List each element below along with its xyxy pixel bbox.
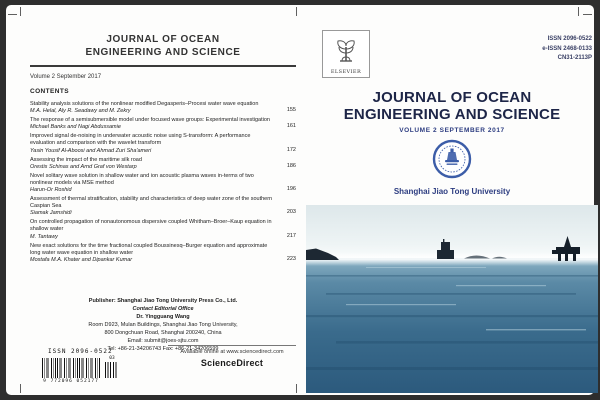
university-name: Shanghai Jiao Tong University (393, 187, 511, 196)
article-page-number: 155 (286, 107, 296, 114)
ocean-scene (306, 205, 598, 393)
crop-mark (20, 384, 21, 393)
barcode-addon-digits: 03 (109, 356, 115, 361)
contents-entry (30, 157, 296, 170)
article-page-number: 161 (286, 123, 296, 130)
contents-entry (30, 243, 296, 263)
journal-cover-spread (6, 5, 594, 395)
issn-electronic: e-ISSN 2468-0133 (542, 45, 592, 52)
contents-entry (30, 133, 296, 153)
article-page-number: 203 (286, 209, 296, 216)
contents-entry-text (30, 243, 287, 263)
article-page-number: 196 (286, 185, 296, 192)
article-title: Improved signal de-noising in underwater acoustic noise using S-transform: A performance evaluation and comparison with the wavelet transform (30, 133, 251, 147)
article-title: Stability analysis solutions of the nonlinear modified Degasperis–Procesi water wave equation (30, 101, 259, 107)
article-title: The response of a semisubmersible model under focused wave groups: Experimental investigation (30, 117, 270, 124)
address-line2: 800 Dongchuan Road, Shanghai 200240, China (104, 329, 222, 336)
contents-entry-text (30, 133, 287, 153)
article-title: New exact solutions for the time fractional coupled Boussinesq–Burger equation and approximate long water wave equation in shallow water (30, 242, 268, 256)
article-title: Assessing the impact of the maritime silk road (30, 156, 142, 163)
telfax-line: Tel: +86-21-34206743 Fax: +86-21-34206599 (107, 345, 219, 352)
title-divider-rule (30, 65, 296, 67)
contents-entry-text (30, 157, 287, 170)
sciencedirect-logo: ScienceDirect (200, 358, 264, 368)
article-authors: Orestis Schinas and Arnd Graf von Westarp (30, 163, 137, 170)
crop-mark (296, 384, 297, 393)
contents-entry (30, 219, 296, 239)
contents-entry (30, 101, 296, 114)
crop-mark (583, 14, 592, 15)
journal-title-line2: ENGINEERING AND SCIENCE (343, 106, 561, 124)
contents-list (30, 101, 296, 263)
issn-print: ISSN 2096-0522 (547, 36, 592, 42)
contents-entry-text (30, 219, 287, 239)
elsevier-tree-icon (329, 37, 363, 69)
crop-mark (8, 14, 17, 15)
article-page-number: 217 (286, 232, 296, 239)
sjtu-seal-icon (432, 139, 472, 184)
crop-mark (20, 7, 21, 16)
article-authors: Siamak Jamshidi (30, 210, 72, 217)
journal-title-back (30, 33, 296, 59)
sciencedirect-rule (168, 345, 296, 346)
contents-entry (30, 173, 296, 193)
article-title: On controlled propagation of nonautonomous dispersive coupled Whitham–Broer–Kaup equation in shallow water (30, 219, 272, 233)
contents-heading: CONTENTS (30, 88, 69, 95)
available-online-text: Available online at www.sciencedirect.com (180, 349, 284, 355)
journal-title-front (306, 89, 598, 124)
volume-date-line: Volume 2 September 2017 (30, 74, 102, 80)
crop-mark (578, 7, 579, 16)
article-authors: M.A. Helal, Aly R. Seadawy and M. Zekry (30, 108, 131, 115)
issn-barcode (42, 356, 134, 386)
email-line: Email: submit@joes-sjtu.com (127, 337, 199, 344)
barcode-addon-bars (105, 362, 117, 378)
contents-entry-text (30, 117, 287, 130)
elsevier-logo (322, 30, 370, 78)
ocean-photo (306, 205, 598, 393)
article-title: Assessment of thermal stratification, stability and characteristics of deep water zone of the southern Caspian Sea (30, 195, 273, 210)
journal-title-line1: JOURNAL OF OCEAN (372, 89, 532, 106)
barcode-addon (105, 356, 119, 378)
publisher-line: Publisher: Shanghai Jiao Tong University Press Co., Ltd. (88, 298, 238, 304)
article-authors: Harun-Or Roshid (30, 186, 72, 193)
contents-entry-text (30, 196, 287, 216)
contents-entry-text (30, 173, 287, 193)
issn-label: ISSN 2096-0522 (48, 348, 113, 355)
journal-title-line2: ENGINEERING AND SCIENCE (85, 47, 241, 58)
barcode-digits: 9 772096 052177 (43, 379, 99, 384)
cn-number: CN31-2113P (557, 55, 592, 62)
article-authors: Michael Banks and Nagi Abdussamie (30, 124, 121, 131)
contact-office-line: Contact Editorial Office (132, 305, 194, 312)
issn-block (542, 35, 592, 64)
back-cover-page (30, 19, 296, 395)
article-authors: M. Tantawy (30, 233, 58, 240)
contact-name-line: Dr. Yingguang Wang (136, 313, 190, 320)
crop-mark (296, 7, 297, 16)
journal-title-line1: JOURNAL OF OCEAN (106, 34, 220, 45)
article-page-number: 186 (286, 162, 296, 169)
article-page-number: 172 (286, 146, 296, 153)
sciencedirect-block (168, 345, 296, 368)
article-page-number: 223 (286, 255, 296, 262)
volume-date-line: VOLUME 2 SEPTEMBER 2017 (399, 127, 505, 134)
barcode-bars (42, 358, 100, 378)
article-authors: Yasin Yousif Al-Aboosi and Ahmad Zuri Sha'ameri (30, 147, 152, 154)
contents-entry (30, 196, 296, 216)
sea (306, 258, 598, 393)
article-authors: Mostafa M.A. Khater and Dipankar Kumar (30, 256, 133, 263)
front-cover-page (306, 19, 598, 395)
address-line1: Room D923, Mulan Buildings, Shanghai Jiao Tong University, (88, 321, 238, 328)
elsevier-label: ELSEVIER (330, 69, 362, 75)
article-title: Novel solitary wave solution in shallow water and ion acoustic plasma waves in-terms of two nonlinear models via MSE method (30, 172, 254, 186)
contents-entry (30, 117, 296, 130)
contents-entry-text (30, 101, 287, 114)
